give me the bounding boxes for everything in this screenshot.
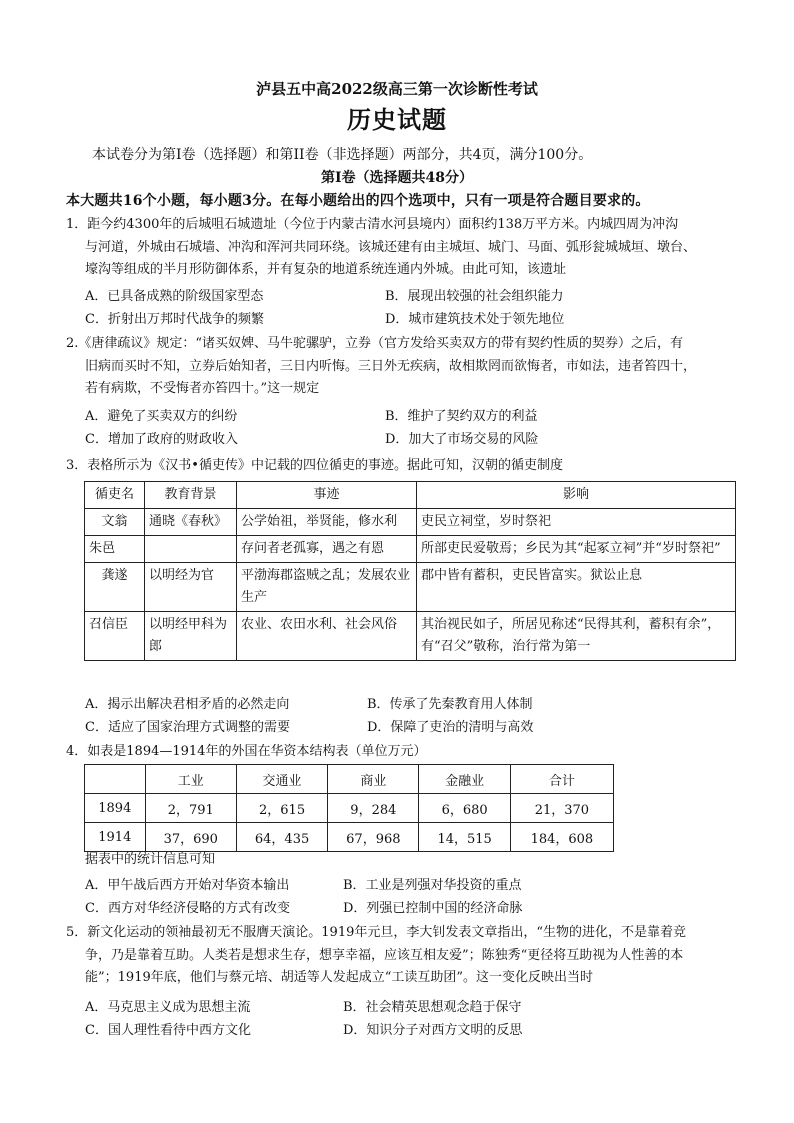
question-3-options — [85, 693, 725, 739]
table-row — [85, 794, 614, 823]
table-header: 金融业 — [419, 765, 510, 794]
exam-title: 泸县五中高2022级高三第一次诊断性考试 — [256, 80, 538, 98]
table-cell: 6，680 — [419, 794, 510, 823]
table-header: 交通业 — [236, 765, 327, 794]
question-line: 壕沟等组成的半月形防御体系，并有复杂的地道系统连通内外城。由此可知，该遗址 — [85, 262, 567, 278]
option-d[interactable]: D．知识分子对西方文明的反思 — [343, 1023, 523, 1038]
question-line: 旧病而买时不知，立券后始知者，三日内听悔。三日外无疾病，故相欺罔而欲悔者，市如法，违者笞四十， — [85, 358, 697, 374]
table-header — [85, 765, 146, 794]
table-header: 工业 — [145, 765, 236, 794]
table-cell: 存问者老孤寡，遇之有恩 — [237, 536, 417, 563]
table-cell: 龚遂 — [85, 563, 145, 612]
option-c[interactable]: C．增加了政府的财政收入 — [85, 432, 238, 447]
table-cell: 文翁 — [85, 509, 145, 536]
table-header-row — [85, 482, 736, 509]
table-cell: 14，515 — [419, 823, 510, 852]
table-cell: 67，968 — [328, 823, 419, 852]
table-header: 事迹 — [237, 482, 417, 509]
table-row — [85, 612, 736, 661]
table-header: 合计 — [510, 765, 613, 794]
option-b[interactable]: B．维护了契约双方的利益 — [385, 409, 538, 424]
table-header: 循吏名 — [85, 482, 145, 509]
table-cell: 农业、农田水利、社会风俗 — [237, 612, 417, 661]
option-d[interactable]: D．城市建筑技术处于领先地位 — [385, 312, 565, 327]
table-header: 教育背景 — [145, 482, 237, 509]
question-2 — [66, 333, 742, 401]
question-3 — [66, 455, 742, 478]
table-row — [85, 509, 736, 536]
option-c[interactable]: C．适应了国家治理方式调整的需要 — [85, 720, 290, 735]
option-b[interactable]: B．社会精英思想观念趋于保守 — [343, 1000, 522, 1015]
option-d[interactable]: D．保障了吏治的清明与高效 — [367, 720, 534, 735]
question-5 — [66, 922, 742, 990]
table-header: 影响 — [417, 482, 736, 509]
table-cell — [145, 536, 237, 563]
subject-title: 历史试题 — [347, 105, 447, 134]
question-4-table — [84, 764, 614, 852]
table-header: 商业 — [328, 765, 419, 794]
question-3-table — [84, 481, 736, 661]
table-header-row — [85, 765, 614, 794]
option-c[interactable]: C．折射出万邦时代战争的频繁 — [85, 312, 264, 327]
question-1 — [66, 214, 742, 282]
option-d[interactable]: D．加大了市场交易的风险 — [385, 432, 539, 447]
table-row — [85, 563, 736, 612]
table-cell: 64，435 — [236, 823, 327, 852]
option-b[interactable]: B．展现出较强的社会组织能力 — [385, 289, 564, 304]
table-cell: 184，608 — [510, 823, 613, 852]
question-4-followup — [85, 849, 761, 872]
table-cell: 吏民立祠堂，岁时祭祀 — [417, 509, 736, 536]
question-line: 4．如表是1894—1914年的外国在华资本结构表（单位万元） — [66, 744, 427, 759]
option-c[interactable]: C．西方对华经济侵略的方式有改变 — [85, 901, 290, 916]
table-cell: 37，690 — [145, 823, 236, 852]
table-cell: 2，791 — [145, 794, 236, 823]
question-line: 若有病欺，不受悔者亦笞四十。”这一规定 — [85, 381, 320, 397]
option-a[interactable]: A．马克思主义成为思想主流 — [85, 1000, 251, 1015]
question-1-options — [85, 285, 725, 331]
option-a[interactable]: A．已具备成熟的阶级国家型态 — [85, 289, 264, 304]
table-cell: 所部吏民爱敬焉；乡民为其“起冢立祠”并“岁时祭祀” — [417, 536, 736, 563]
question-line: 能”；1919年底，他们与蔡元培、胡适等人发起成立“工读互助团”。这一变化反映出当时 — [85, 970, 594, 986]
question-5-options — [85, 996, 725, 1042]
table-cell: 通晓《春秋》 — [145, 509, 237, 536]
question-line: 与河道，外城由石城墙、冲沟和浑河共同环绕。该城还建有由主城垣、城门、马面、弧形瓮城城垣、墩台、 — [85, 239, 697, 255]
option-a[interactable]: A．避免了买卖双方的纠纷 — [85, 409, 238, 424]
option-b[interactable]: B．工业是列强对华投资的重点 — [343, 878, 522, 893]
table-cell: 公学始祖，举贤能，修水利 — [237, 509, 417, 536]
table-row — [85, 536, 736, 563]
table-cell: 以明经甲科为郎 — [145, 612, 237, 661]
question-line: 5．新文化运动的领袖最初无不服膺天演论。1919年元旦，李大钊发表文章指出，“生物的进化，不是靠着竞 — [66, 925, 687, 940]
table-cell: 其治视民如子，所居见称述“民得其利，蓄积有余”，有“召父”敬称，治行常为第一 — [417, 612, 736, 661]
table-cell: 1914 — [85, 823, 146, 852]
question-2-options — [85, 405, 725, 451]
question-4 — [66, 741, 742, 764]
table-row — [85, 823, 614, 852]
table-cell: 平渤海郡盗贼之乱；发展农业生产 — [237, 563, 417, 612]
section-instruction: 本大题共16个小题，每小题3分。在每小题给出的四个选项中，只有一项是符合题目要求的。 — [66, 193, 650, 209]
question-line: 据表中的统计信息可知 — [85, 852, 216, 867]
question-4-options — [85, 874, 725, 920]
table-cell: 朱邑 — [85, 536, 145, 563]
table-cell: 2，615 — [236, 794, 327, 823]
option-b[interactable]: B．传承了先秦教育用人体制 — [367, 697, 533, 712]
option-a[interactable]: A．揭示出解决君相矛盾的必然走向 — [85, 697, 290, 712]
option-d[interactable]: D．列强已控制中国的经济命脉 — [343, 901, 523, 916]
question-line: 1．距今约4300年的后城咀石城遗址（今位于内蒙古清水河县境内）面积约138万平方米。内城四周为冲沟 — [66, 217, 679, 232]
question-line: 3．表格所示为《汉书•循吏传》中记载的四位循吏的事迹。据此可知，汉朝的循吏制度 — [66, 458, 563, 473]
question-line: 争，乃是靠着互助。人类若是想求生存，想享幸福，应该互相友爱”；陈独秀“更径将互助视为人性善的本 — [85, 947, 684, 963]
exam-intro: 本试卷分为第I卷（选择题）和第II卷（非选择题）两部分，共4页，满分100分。 — [92, 147, 593, 163]
question-line: 2.《唐律疏议》规定：“诸买奴婢、马牛驼骡驴，立券（官方发给买卖双方的带有契约性质的契券）之后，有 — [66, 336, 684, 351]
table-cell: 1894 — [85, 794, 146, 823]
table-cell: 21，370 — [510, 794, 613, 823]
table-cell: 9，284 — [328, 794, 419, 823]
part-title: 第I卷（选择题共48分） — [320, 170, 474, 186]
table-cell: 郡中皆有蓄积，吏民皆富实。狱讼止息 — [417, 563, 736, 612]
option-c[interactable]: C．国人理性看待中西方文化 — [85, 1023, 251, 1038]
table-cell: 召信臣 — [85, 612, 145, 661]
option-a[interactable]: A．甲午战后西方开始对华资本输出 — [85, 878, 290, 893]
table-cell: 以明经为官 — [145, 563, 237, 612]
